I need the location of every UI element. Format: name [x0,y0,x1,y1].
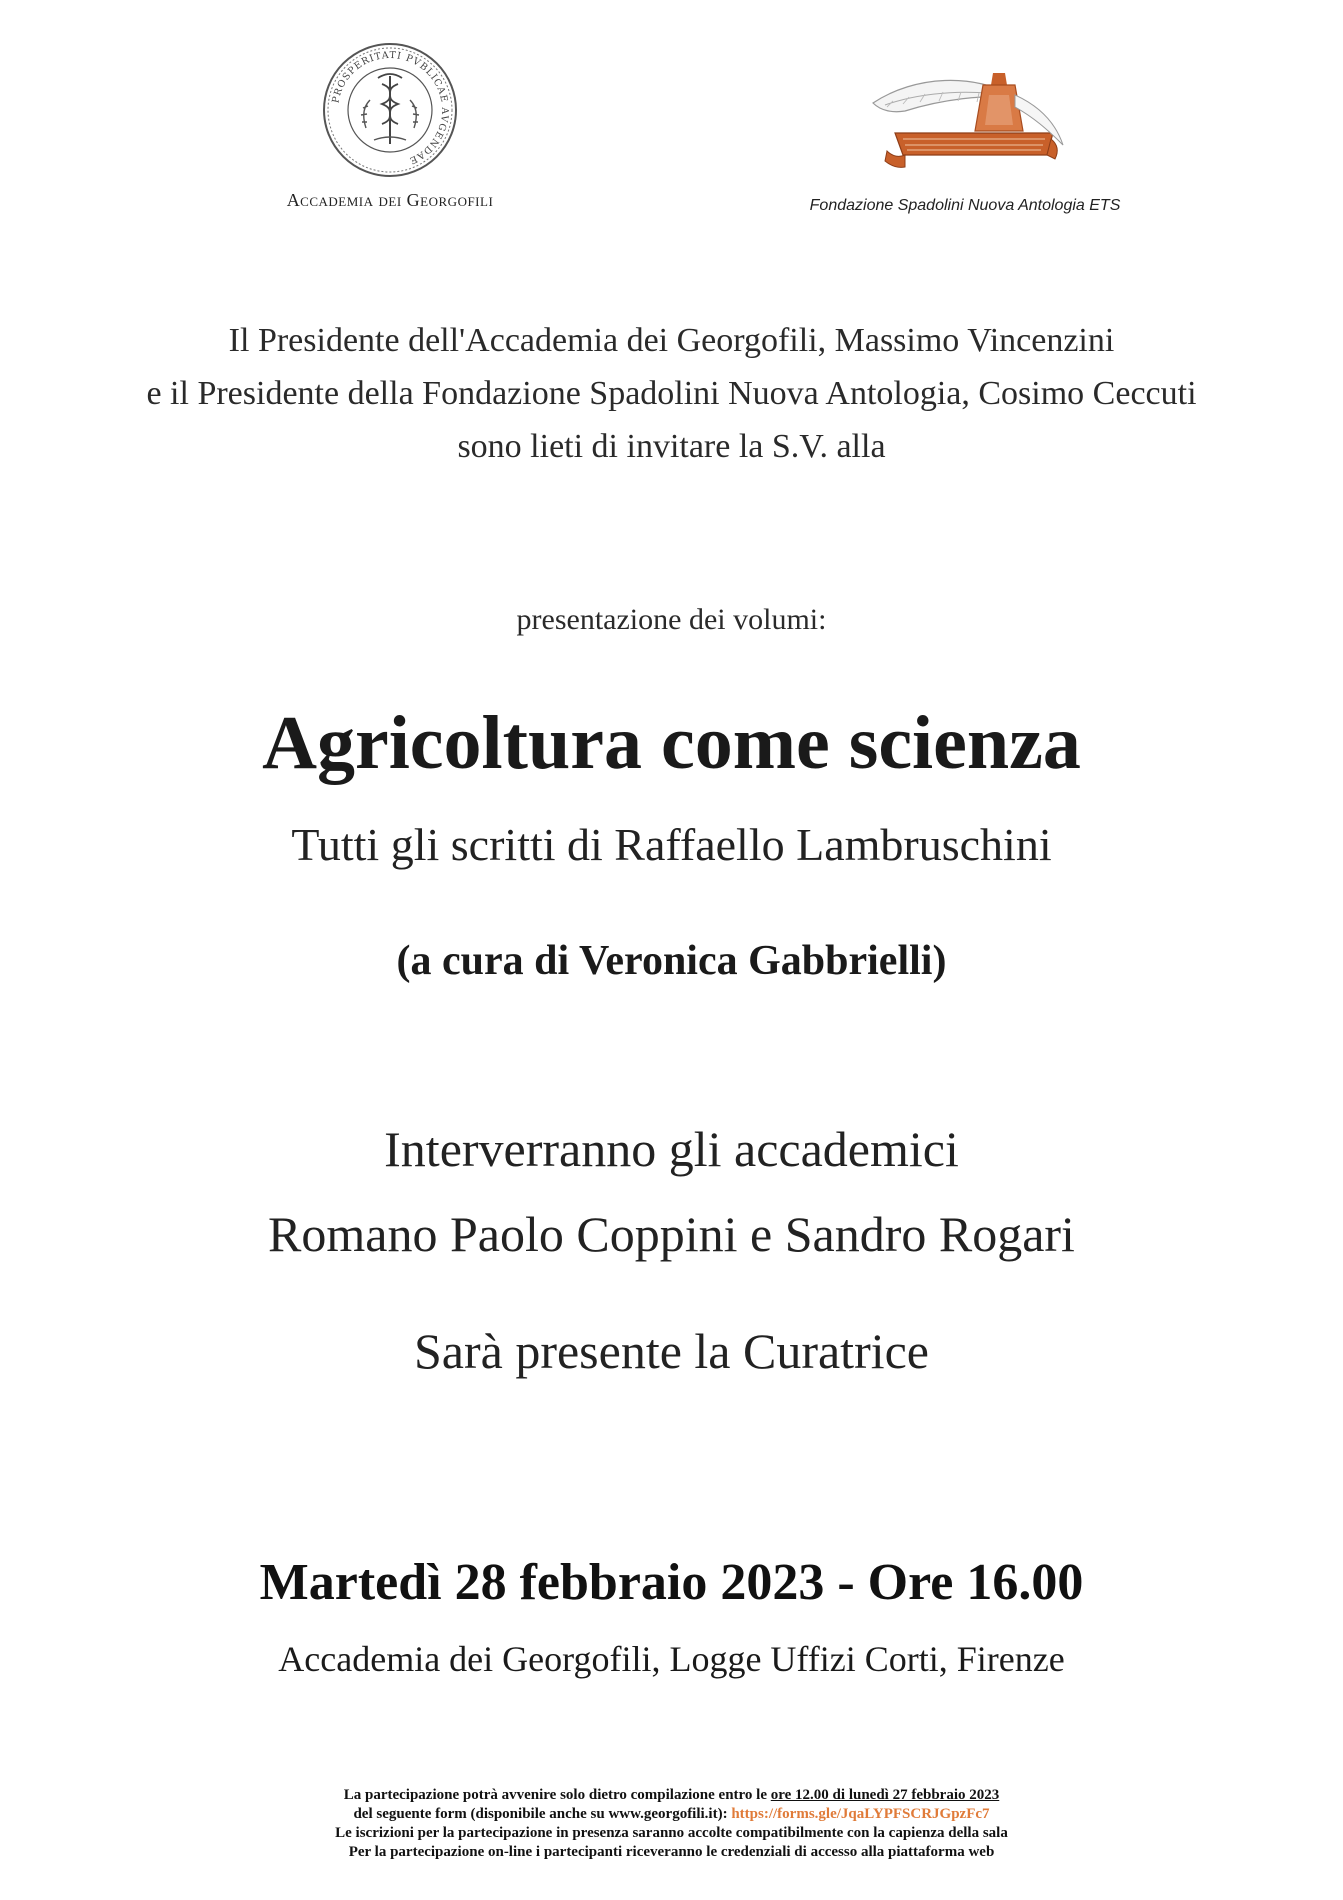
speakers-names: Romano Paolo Coppini e Sandro Rogari [268,1206,1075,1262]
seal-text: PROSPERITATI PVBLICAE AVGENDAE [330,49,451,167]
registration-deadline: ore 12.00 di lunedì 27 febbraio 2023 [770,1787,1000,1803]
event-venue: Accademia dei Georgofili, Logge Uffizi Corti, Firenze [278,1639,1065,1679]
footer-line-2-text: del seguente form (disponibile anche su www.georgofili.it): [353,1806,732,1822]
presentation-label: presentazione dei volumi: [516,603,827,636]
footer-line-3: Le iscrizioni per la partecipazione in presenza saranno accolte compatibilmente con la capienza della sala [335,1825,1008,1841]
footer-line-1 [0,1787,1343,1804]
accademia-caption: Accademia dei Georgofili [286,190,494,210]
curator-presence: Sarà presente la Curatrice [413,1323,929,1379]
footer-line-1-text: La partecipazione potrà avvenire solo dietro compilazione entro le [343,1787,771,1803]
accademia-logo [285,40,495,211]
footer-line-2 [0,1806,1343,1823]
intro-line-3: sono lieti di invitare la S.V. alla [457,428,886,465]
footer-line-4: Per la partecipazione on-line i partecipanti riceveranno le credenziali di accesso alla piattaforma web [348,1844,995,1860]
intro-line-1: Il Presidente dell'Accademia dei Georgofili, Massimo Vincenzini [228,322,1115,359]
fondazione-logo [800,55,1130,215]
event-datetime: Martedì 28 febbraio 2023 - Ore 16.00 [259,1554,1084,1611]
book-curator: (a cura di Veronica Gabbrielli) [396,938,947,984]
fondazione-caption: Fondazione Spadolini Nuova Antologia ETS [809,197,1121,214]
book-title: Agricoltura come scienza [262,701,1081,785]
book-subtitle: Tutti gli scritti di Raffaello Lambruschini [291,819,1052,870]
speakers-intro: Interverranno gli accademici [384,1121,959,1177]
accademia-georgofili-seal-icon [320,40,460,180]
intro-line-2: e il Presidente della Fondazione Spadolini Nuova Antologia, Cosimo Ceccuti [146,375,1197,412]
quill-and-inkwell-icon [865,55,1065,175]
registration-form-link[interactable]: https://forms.gle/JqaLYPFSCRJGpzFc7 [731,1806,990,1822]
